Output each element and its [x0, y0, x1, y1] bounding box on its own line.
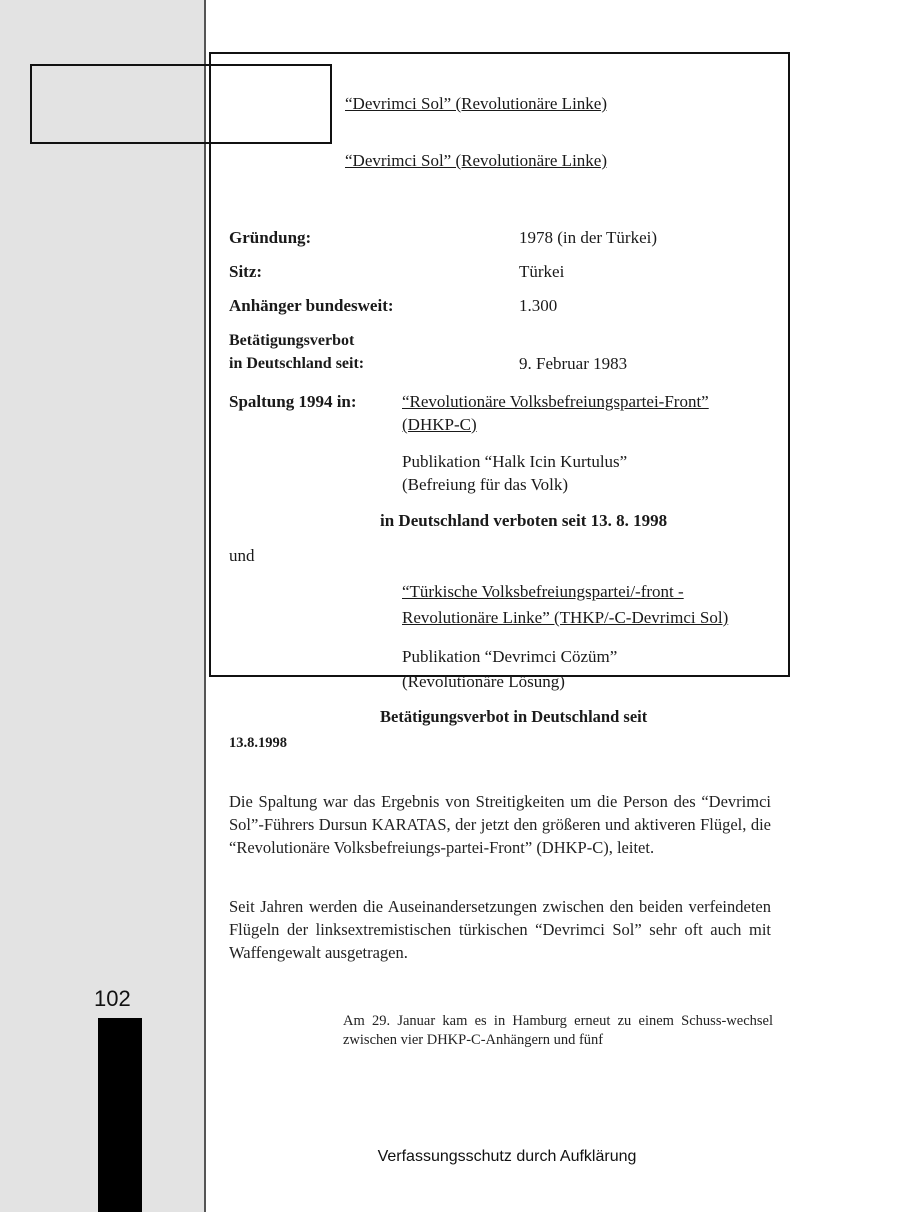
faction1-publication-line1: Publikation “Halk Icin Kurtulus”: [402, 452, 628, 471]
seat-label: Sitz:: [229, 262, 263, 281]
faction1-publication-line2: (Befreiung für das Volk): [402, 475, 569, 494]
page-marker-bar: [98, 1018, 142, 1212]
footer-text: Verfassungsschutz durch Aufklärung: [377, 1148, 637, 1165]
faction2-ban-line1: Betätigungsverbot in Deutschland seit: [380, 707, 648, 726]
faction1-name-line1: “Revolutionäre Volksbefreiungspartei-Front”: [402, 392, 709, 411]
heading-2: “Devrimci Sol” (Revolutionäre Linke): [345, 151, 607, 170]
faction2-publication-line2: (Revolutionäre Lösung): [402, 672, 565, 691]
faction2-ban-line2: 13.8.1998: [229, 735, 287, 751]
faction1-ban: in Deutschland verboten seit 13. 8. 1998: [380, 511, 668, 530]
founding-value: 1978 (in der Türkei): [519, 228, 658, 247]
split-label: Spaltung 1994 in:: [229, 392, 357, 411]
ban-value: 9. Februar 1983: [519, 354, 628, 373]
supporters-label: Anhänger bundesweit:: [229, 296, 394, 315]
paragraph-2: Seit Jahren werden die Auseinandersetzungen zwischen den beiden verfeindeten Flügeln der linksextremistischen türkischen “Devrimci Sol” sehr oft auch mit Waffengewalt ausgetragen.: [229, 897, 771, 962]
paragraph-1: Die Spaltung war das Ergebnis von Streitigkeiten um die Person des “Devrimci Sol”-Führers Dursun KARATAS, der jetzt den größeren und aktiveren Flügel, die “Revolutionäre Volksbefreiungs-partei-Front” (DHKP-C), leitet.: [229, 792, 771, 857]
page-number: 102: [94, 986, 131, 1011]
ban-label-line2: in Deutschland seit:: [229, 355, 365, 372]
faction2-name-line1: “Türkische Volksbefreiungspartei/-front -: [402, 582, 684, 601]
overlay-frame: [30, 64, 332, 144]
supporters-value: 1.300: [519, 296, 558, 315]
founding-label: Gründung:: [229, 228, 312, 247]
seat-value: Türkei: [519, 262, 565, 281]
ban-label-line1: Betätigungsverbot: [229, 332, 355, 349]
faction2-publication-line1: Publikation “Devrimci Cözüm”: [402, 647, 618, 666]
heading-1: “Devrimci Sol” (Revolutionäre Linke): [345, 94, 607, 113]
faction1-name-line2: (DHKP-C): [402, 415, 477, 434]
faction2-name-line2: Revolutionäre Linke” (THKP/-C-Devrimci Sol): [402, 608, 729, 627]
conjunction-und: und: [229, 546, 255, 565]
paragraph-3: Am 29. Januar kam es in Hamburg erneut zu einem Schuss-wechsel zwischen vier DHKP-C-Anhängern und fünf: [343, 1013, 773, 1048]
